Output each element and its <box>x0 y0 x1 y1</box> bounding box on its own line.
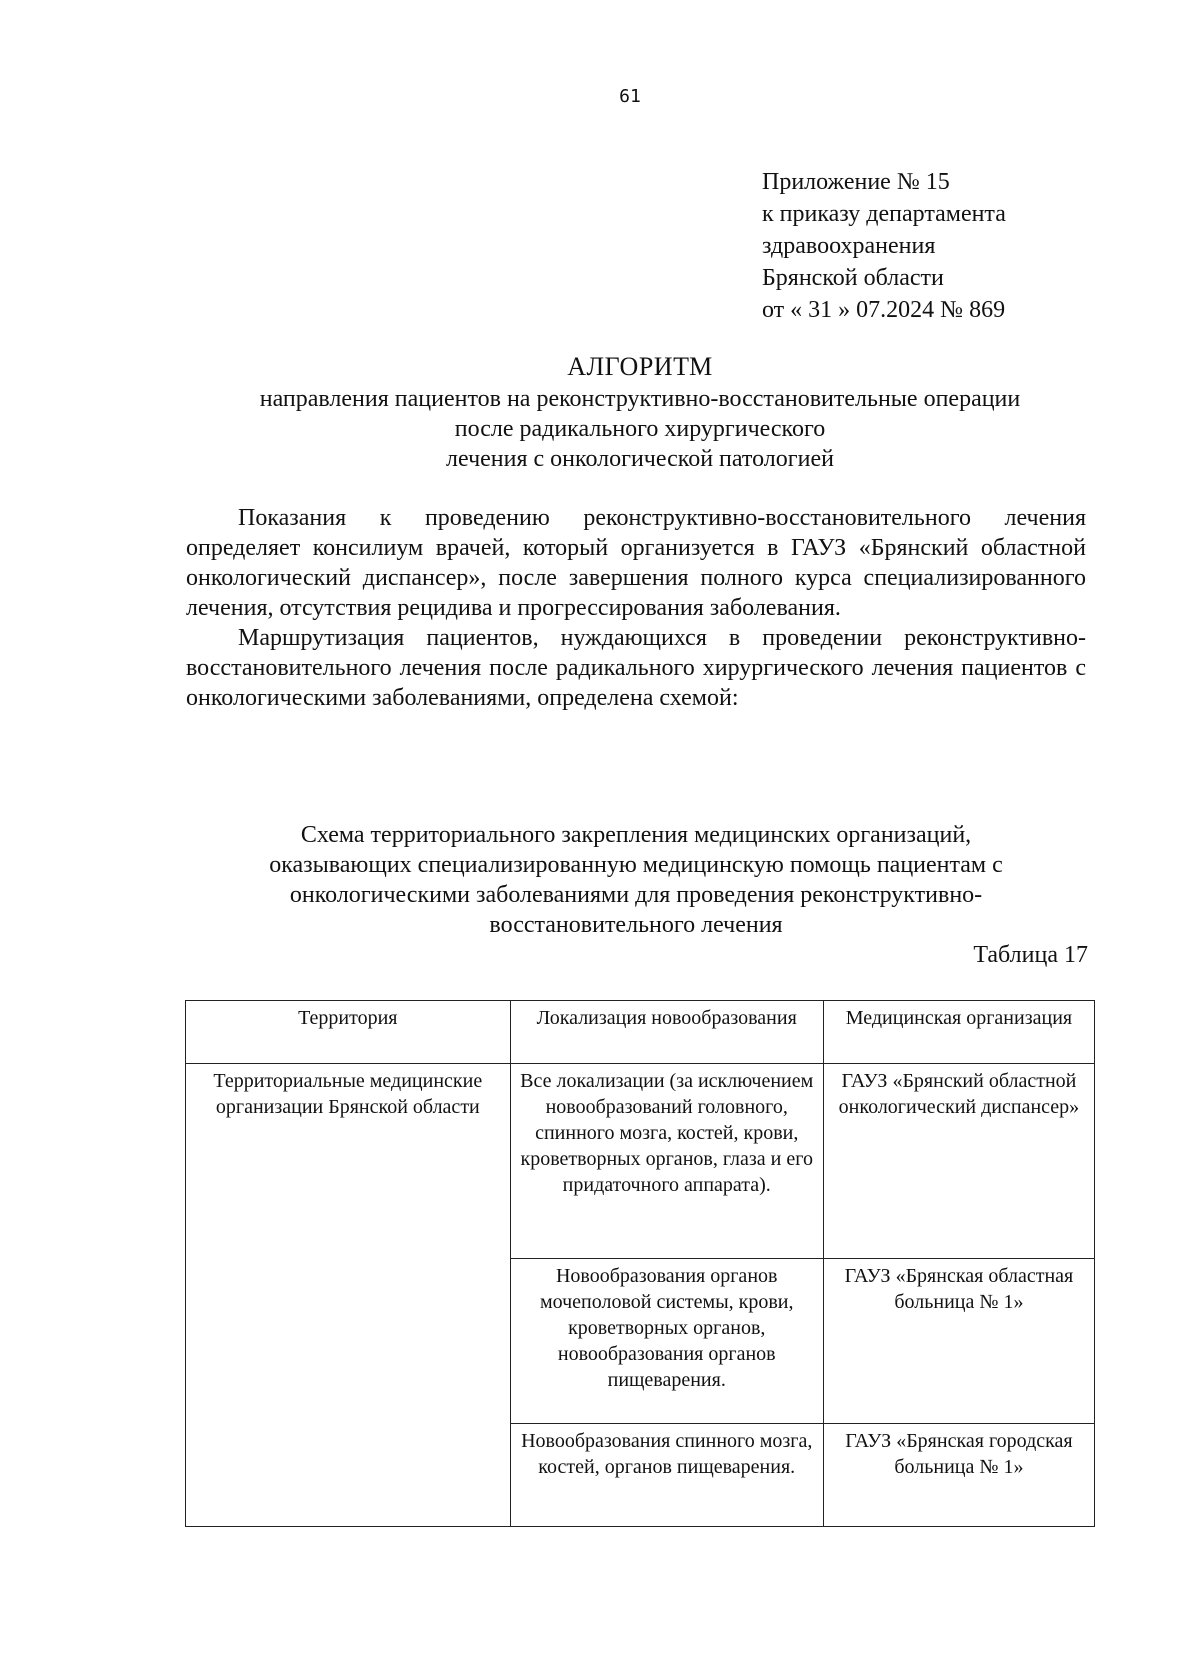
appendix-line: здравоохранения <box>762 233 936 259</box>
appendix-line: к приказу департамента <box>762 201 1006 227</box>
organization-cell: ГАУЗ «Брянская областная больница № 1» <box>823 1259 1094 1424</box>
scheme-title-line: восстановительного лечения <box>489 912 783 938</box>
table-row <box>186 1064 1095 1259</box>
scheme-title-line: оказывающих специализированную медицинскую помощь пациентам с <box>269 852 1003 878</box>
header-organization: Медицинская организация <box>823 1001 1094 1064</box>
appendix-line: Приложение № 15 <box>762 169 950 195</box>
scheme-title-line: Схема территориального закрепления медицинских организаций, <box>300 822 972 848</box>
table-header-row <box>186 1001 1095 1064</box>
document-title-block <box>180 350 1100 474</box>
table-label: Таблица 17 <box>973 942 1088 968</box>
document-title: АЛГОРИТМ <box>567 352 713 381</box>
scheme-title-line: онкологическими заболеваниями для проведения реконструктивно- <box>289 882 983 908</box>
organization-cell: ГАУЗ «Брянский областной онкологический диспансер» <box>823 1064 1094 1259</box>
scheme-title <box>186 820 1086 940</box>
localization-cell: Новообразования спинного мозга, костей, органов пищеварения. <box>510 1424 823 1527</box>
organization-cell: ГАУЗ «Брянская городская больница № 1» <box>823 1424 1094 1527</box>
appendix-header <box>762 166 1006 326</box>
body-text <box>186 503 1086 713</box>
document-subtitle-line: направления пациентов на реконструктивно-восстановительные операции <box>259 386 1021 412</box>
routing-table <box>185 1000 1095 1527</box>
paragraph-indications: Показания к проведению реконструктивно-восстановительного лечения определяет консилиум врачей, который организуется в ГАУЗ «Брянский областной онкологический диспансер», после завершения полного курса специализированного лечения, отсутствия рецидива и прогрессирования заболевания. <box>186 505 1086 621</box>
paragraph-routing: Маршрутизация пациентов, нуждающихся в проведении реконструктивно-восстановительного лечения после радикального хирургического лечения пациентов с онкологическими заболеваниями, определена схемой: <box>186 625 1086 711</box>
document-subtitle-line: после радикального хирургического <box>454 416 826 442</box>
localization-cell: Новообразования органов мочеполовой системы, крови, кроветворных органов, новообразования органов пищеварения. <box>510 1259 823 1424</box>
page-number: 61 <box>619 86 641 107</box>
localization-cell: Все локализации (за исключением новообразований головного, спинного мозга, костей, крови, кроветворных органов, глаза и его придаточного аппарата). <box>510 1064 823 1259</box>
header-localization: Локализация новообразования <box>510 1001 823 1064</box>
appendix-order-line: от « 31 » 07.2024 № 869 <box>762 297 1006 323</box>
header-territory: Территория <box>186 1001 511 1064</box>
document-subtitle-line: лечения с онкологической патологией <box>446 446 834 472</box>
appendix-line: Брянской области <box>762 265 944 291</box>
territory-cell: Территориальные медицинские организации Брянской области <box>186 1064 511 1527</box>
